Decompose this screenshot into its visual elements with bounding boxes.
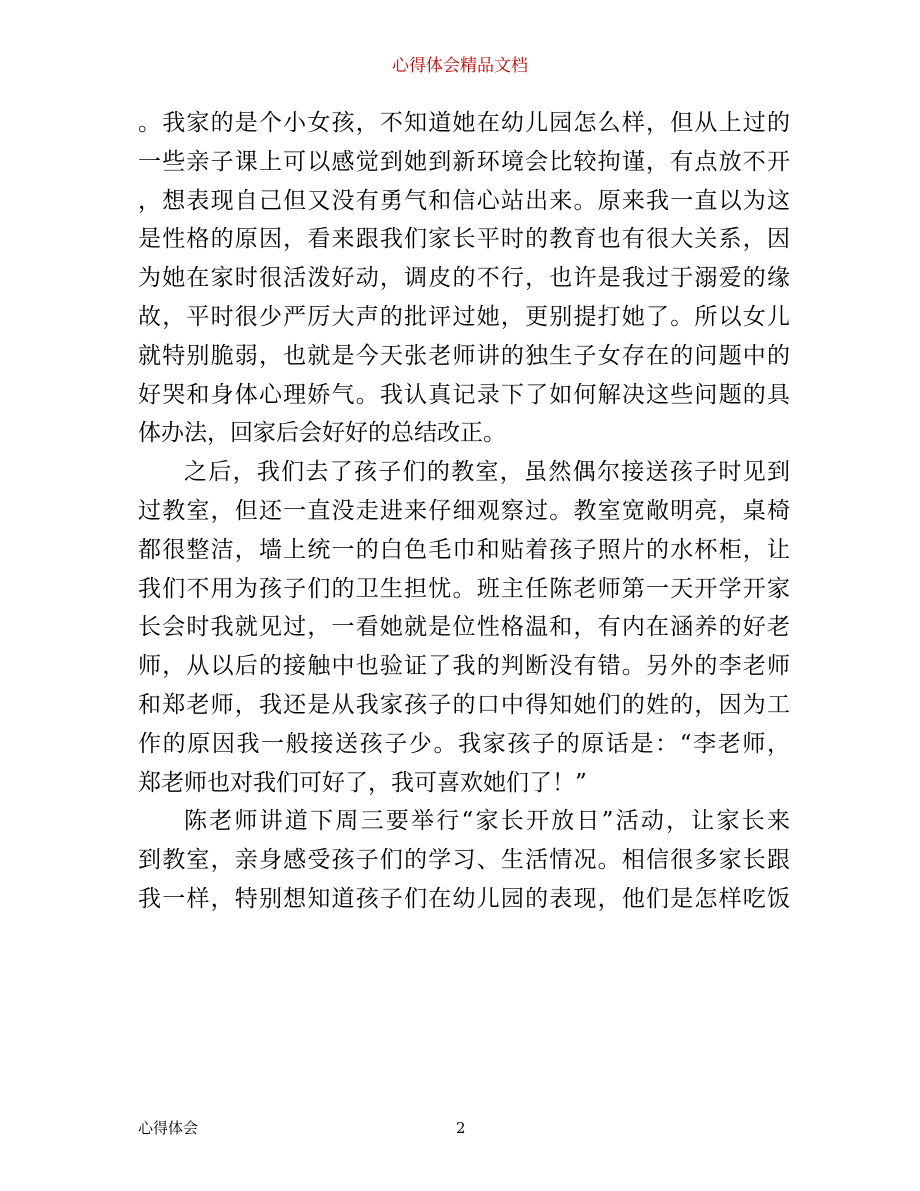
text-line: ，想表现自己但又没有勇气和信心站出来。原来我一直以为这 <box>138 187 790 214</box>
page-number: 2 <box>456 1119 466 1137</box>
text-line: 到教室，亲身感受孩子们的学习、生活情况。相信很多家长跟 <box>138 847 790 874</box>
page-footer <box>138 1116 790 1140</box>
text-line: 长会时我就见过，一看她就是位性格温和，有内在涵养的好老 <box>138 614 790 641</box>
text-line: 为她在家时很活泼好动，调皮的不行，也许是我过于溺爱的缘 <box>138 265 790 292</box>
text-line: 就特别脆弱，也就是今天张老师讲的独生子女存在的问题中的 <box>138 342 790 369</box>
text-line: 好哭和身体心理娇气。我认真记录下了如何解决这些问题的具 <box>138 381 790 408</box>
text-line: 。我家的是个小女孩，不知道她在幼儿园怎么样，但从上过的 <box>138 110 790 136</box>
paragraph-2 <box>138 453 790 802</box>
text-line: 郑老师也对我们可好了，我可喜欢她们了！” <box>138 769 587 796</box>
page-header-title: 心得体会精品文档 <box>392 56 528 76</box>
text-line: 我一样，特别想知道孩子们在幼儿园的表现，他们是怎样吃饭 <box>138 885 790 912</box>
footer-label: 心得体会 <box>138 1119 199 1137</box>
text-line: 之后，我们去了孩子们的教室，虽然偶尔接送孩子时见到 <box>184 459 790 486</box>
text-line: 和郑老师，我还是从我家孩子的口中得知她们的姓的，因为工 <box>138 691 790 718</box>
text-line: 陈老师讲道下周三要举行“家长开放日”活动，让家长来 <box>184 808 790 835</box>
text-line: 都很整洁，墙上统一的白色毛巾和贴着孩子照片的水杯柜，让 <box>138 536 790 563</box>
document-body <box>138 104 790 919</box>
text-line: 是性格的原因，看来跟我们家长平时的教育也有很大关系，因 <box>138 226 790 253</box>
text-line: 一些亲子课上可以感觉到她到新环境会比较拘谨，有点放不开 <box>138 148 790 175</box>
text-line: 我们不用为孩子们的卫生担忧。班主任陈老师第一天开学开家 <box>138 575 790 602</box>
paragraph-1 <box>138 104 790 453</box>
text-line: 师，从以后的接触中也验证了我的判断没有错。另外的李老师 <box>138 653 790 680</box>
paragraph-3 <box>138 802 790 918</box>
text-line: 故，平时很少严厉大声的批评过她，更别提打她了。所以女儿 <box>138 303 790 330</box>
text-line: 过教室，但还一直没走进来仔细观察过。教室宽敞明亮，桌椅 <box>138 497 790 524</box>
text-line: 作的原因我一般接送孩子少。我家孩子的原话是：“李老师， <box>138 730 790 757</box>
text-line: 体办法，回家后会好好的总结改正。 <box>138 420 506 447</box>
